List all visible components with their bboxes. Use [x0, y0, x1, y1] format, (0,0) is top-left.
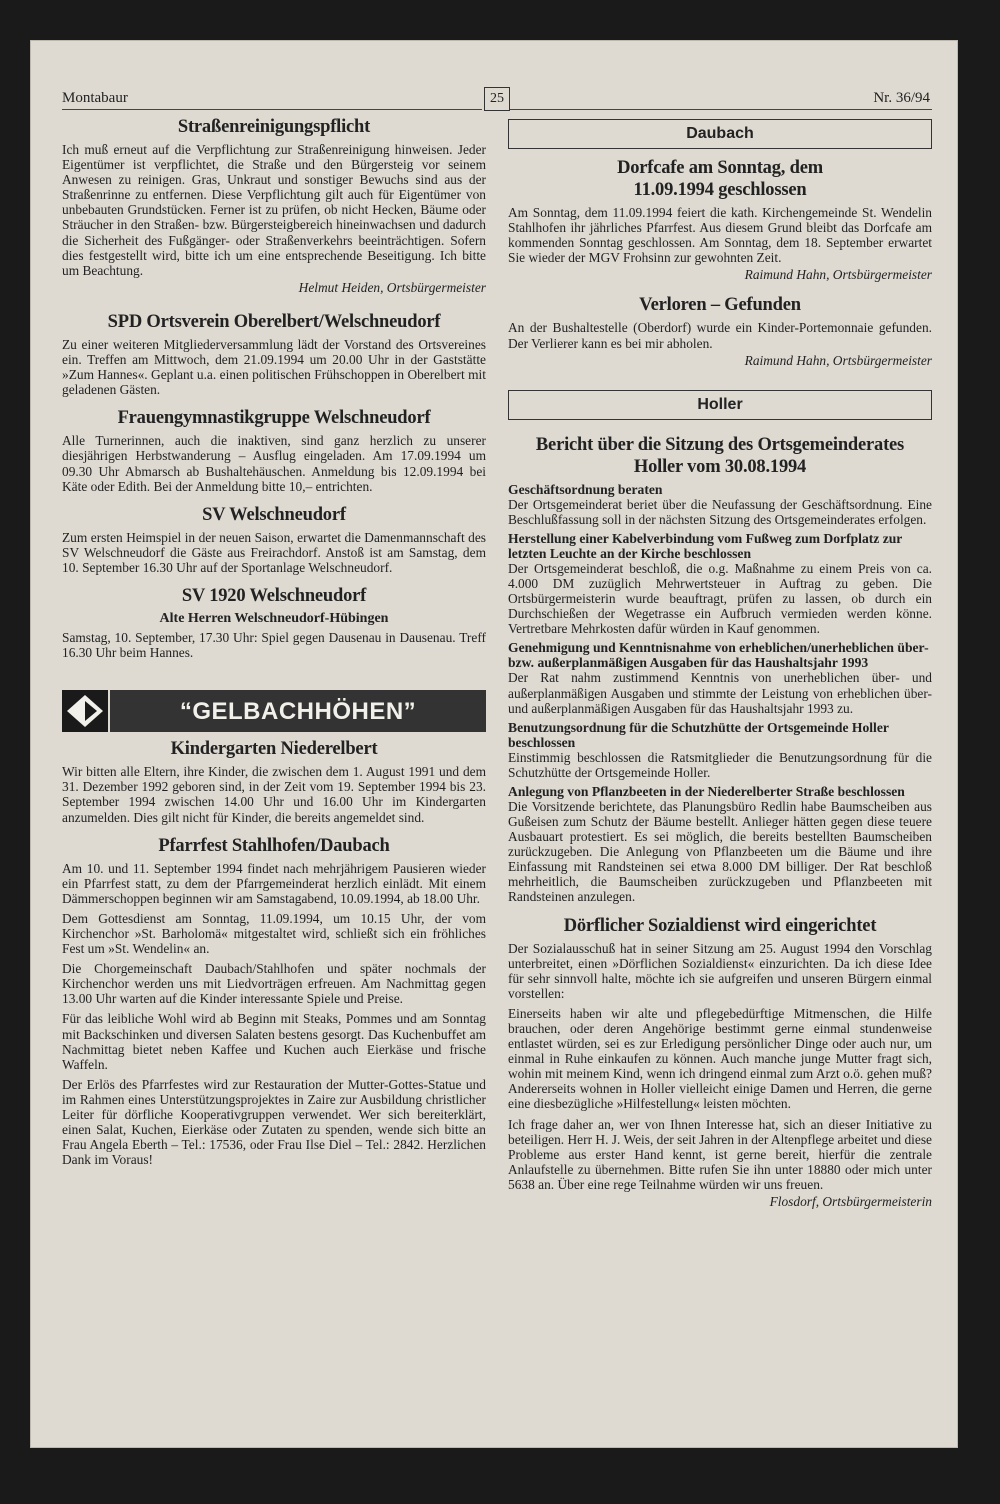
- article-text: Ich frage daher an, wer von Ihnen Interesse hat, sich an dieser Initiative zu beteiligen. Herr H. J. Weis, der seit Jahren in der Altenpflege arbeitet und diese Probleme aus erster Hand kennt, ist gerne bereit, hierfür die zentrale Anlaufstelle zu übernehmen. Bitte rufen Sie ihn unter 18880 oder mich unter 5638 an. Über eine rege Teilnahme würden wir uns freuen.: [508, 1116, 932, 1192]
- article-text: Der Rat nahm zustimmend Kenntnis von unerheblichen über- und außerplanmäßigen Ausgaben und stimmte der Leistung von erheblichen über- und außerplanmäßigen Ausgaben für das Haushaltsjahr 1993 zu.: [508, 670, 932, 716]
- article-text: Samstag, 10. September, 17.30 Uhr: Spiel gegen Dausenau in Dausenau. Treff 16.30 Uhr beim Hannes.: [62, 630, 486, 661]
- right-column: [508, 114, 932, 1209]
- article-signature: Flosdorf, Ortsbürgermeisterin: [769, 1194, 932, 1210]
- article-signature: Helmut Heiden, Ortsbürgermeister: [298, 279, 486, 295]
- section-subheading: Geschäftsordnung beraten: [508, 481, 663, 497]
- article-text: Ich muß erneut auf die Verpflichtung zur Straßenreinigung hinweisen. Jeder Eigentümer ist verpflichtet, die Straße und den Bürgersteig vor seinem Anwesen zu reinigen. Gras, Unkraut und sonstiger Bewuchs sind aus der Straßenrinne zu entfernen. Diese Verpflichtung gilt auch für Eigentümer von unbebauten Grundstücken. Ferner ist zu prüfen, ob nicht Hecken, Bäume oder Sträucher in den Straßen- bzw. Bürgersteigbereich hineinwachsen und dadurch die Sicherheit des Fußgänger- oder Straßenverkehrs beeinträchtigen. Sofern dies festgestellt wird, bitte ich um eine entsprechende Beseitigung. Ich bitte um Beachtung.: [62, 142, 486, 278]
- article-title: Dörflicher Sozialdienst wird eingerichtet: [563, 915, 877, 936]
- article-text: Der Ortsgemeinderat beriet über die Neufassung der Geschäftsordnung. Eine Beschlußfassung soll in der nächsten Sitzung des Ortsgemeinderates erfolgen.: [508, 496, 932, 527]
- article-title: Kindergarten Niederelbert: [170, 739, 378, 760]
- article-title: SV Welschneudorf: [202, 504, 346, 525]
- article-text: Wir bitten alle Eltern, ihre Kinder, die zwischen dem 1. August 1991 und dem 31. Dezember 1992 geboren sind, in der Zeit vom 19. September 1994 bis 23. September 1994 zwischen 14.00 Uhr und 16.00 Uhr im Kindergarten anzumelden. Dies gilt nicht für Kinder, die bereits angemeldet sind.: [62, 764, 486, 825]
- article-text: Dem Gottesdienst am Sonntag, 11.09.1994, um 10.15 Uhr, der vom Kirchenchor »St. Barholomä« mitgestaltet wird, schließt sich ein fröhliches Fest um »St. Wendelin« an.: [62, 910, 486, 957]
- article-subtitle: Alte Herren Welschneudorf-Hübingen: [159, 610, 389, 626]
- section-banner: [62, 690, 486, 732]
- article-signature: Raimund Hahn, Ortsbürgermeister: [744, 352, 932, 368]
- article-title: Dorfcafe am Sonntag, dem 11.09.1994 geschlossen: [617, 158, 823, 200]
- left-column: [62, 114, 486, 1167]
- article-text: Zu einer weiteren Mitgliederversammlung lädt der Vorstand des Ortsvereines ein. Treffen am Mittwoch, dem 21.09.1994 um 20.00 Uhr in der Gaststätte »Zum Hannes«. Geplant u.a. einen politischen Frühschoppen in Oberelbert mit geladenen Gästen.: [62, 336, 486, 398]
- article-text: Am Sonntag, dem 11.09.1994 feiert die kath. Kirchengemeinde St. Wendelin Stahlhofen ihr jährliches Pfarrfest. Aus diesem Grund bleibt das Dorfcafe am kommenden Sonntag geschlossen. Am Sonntag, dem 18. September erwartet Sie wieder der MGV Frohsinn zur gewohnten Zeit.: [508, 205, 932, 266]
- article-title: SPD Ortsverein Oberelbert/Welschneudorf: [107, 311, 441, 332]
- article-title: Straßenreinigungspflicht: [177, 117, 371, 137]
- article-text: An der Bushaltestelle (Oberdorf) wurde ein Kinder-Portemonnaie gefunden. Der Verlierer kann es bei mir abholen.: [508, 320, 932, 351]
- article-title: Frauengymnastikgruppe Welschneudorf: [117, 408, 431, 429]
- article-text: Die Chorgemeinschaft Daubach/Stahlhofen und später nochmals der Kirchenchor werden uns mit Liedvorträgen erfreuen. Am Nachmittag gegen 13.00 Uhr warten auf die Kinder interessante Spiele und Preise.: [62, 961, 486, 1007]
- section-subheading: Benutzungsordnung für die Schutzhütte der Ortsgemeinde Holler beschlossen: [508, 719, 889, 750]
- article-text: Für das leibliche Wohl wird ab Beginn mit Steaks, Pommes und am Sonntag mit Backschinken und diversen Salaten bestens gesorgt. Das Kuchenbuffet am Nachmittag bietet neben Kaffee und Kuchen auch Eierkäse und frische Waffeln.: [62, 1011, 486, 1072]
- header-rule-left: [62, 109, 482, 110]
- town-heading-holler: Holler: [508, 390, 932, 420]
- header-issue: Nr. 36/94: [873, 90, 930, 106]
- gelbachhoehen-logo-icon: [62, 690, 108, 732]
- article-title: Bericht über die Sitzung des Ortsgemeinderates Holler vom 30.08.1994: [535, 434, 905, 477]
- section-subheading: Anlegung von Pflanzbeeten in der Niederelberter Straße beschlossen: [508, 783, 905, 799]
- article-text: Am 10. und 11. September 1994 findet nach mehrjährigem Pausieren wieder ein Pfarrfest statt, zu dem der Pfarrgemeinderat herzlich einlädt. Mit einem Dämmerschoppen beginnen wir am Samstagabend, 10.09.1994, ab 18.00 Uhr.: [62, 860, 486, 906]
- banner-title: “GELBACHHÖHEN”: [110, 690, 486, 732]
- article-text: Der Ortsgemeinderat beschloß, die o.g. Maßnahme zu einem Preis von ca. 4.000 DM zuzüglich Mehrwertsteuer in Auftrag zu geben. Die Ortsbürgermeisterin wurde beauftragt, prüfen zu lassen, ob durch ein Durchschießen der Wegetrasse ein Aufbruch vermieden werden könne. Vertretbare Mehrkosten dafür würden in Kauf genommen.: [508, 560, 932, 637]
- article-text: Einerseits haben wir alte und pflegebedürftige Mitmenschen, die Hilfe brauchen, oder deren Angehörige bestimmt gerne einmal stundenweise entlastet würden, sei es zur Erledigung persönlicher Dinge oder auch nur, um einmal in Ruhe einkaufen zu können. Auch manche junge Mutter fragt sich, wohin mit meinem Kind, wenn ich dringend einmal zum Arzt o.ö. gehen muß? Andererseits wohnen in Holler vielleicht einige Damen und Herren, die gerne eine diesbezügliche »Hilfestellung« leisten möchten.: [508, 1005, 932, 1112]
- article-text: Alle Turnerinnen, auch die inaktiven, sind ganz herzlich zu unserer diesjährigen Herbstwanderung – Ausflug eingeladen. Am 17.09.1994 um 09.30 Uhr Abmarsch ab Bushaltehäuschen. Anmeldung bis 12.09.1994 bei Käte oder Edith. Bei der Anmeldung bitte 10,– entrichten.: [62, 433, 486, 494]
- article-title: Verloren – Gefunden: [639, 295, 801, 316]
- header-rule-right: [510, 109, 932, 110]
- page-number: 25: [484, 87, 510, 111]
- article-signature: Raimund Hahn, Ortsbürgermeister: [744, 267, 932, 283]
- article-text: Zum ersten Heimspiel in der neuen Saison, erwartet die Damenmannschaft des SV Welschneudorf die Gäste aus Freirachdorf. Anstoß ist am Samstag, dem 10. September 16.30 Uhr auf der Sportanlage Welschneudorf.: [62, 529, 486, 575]
- article-title: Pfarrfest Stahlhofen/Daubach: [158, 835, 390, 856]
- article-text: Die Vorsitzende berichtete, das Planungsbüro Redlin habe Baumscheiben aus Gußeisen zum Schutz der Bäume bestellt. Anlieger hätten gegen diese teuere Ausbauart protestiert. Es sei möglich, die bereits bestellten Baumscheiben zurückzugeben. Die Anlegung von Pflanzbeeten um die Bäume und ihre Einfassung mit Randsteinen sei etwa 8.000 DM billiger. Der Rat beschloß mehrheitlich, die Baumscheiben zurückzugeben und Pflanzbeeten mit Randsteinen anzulegen.: [508, 798, 932, 905]
- header-town: Montabaur: [62, 90, 128, 106]
- section-subheading: Herstellung einer Kabelverbindung vom Fußweg zum Dorfplatz zur letzten Leuchte an der Kirche beschlossen: [508, 530, 903, 561]
- town-heading-daubach: Daubach: [508, 119, 932, 149]
- article-text: Der Erlös des Pfarrfestes wird zur Restauration der Mutter-Gottes-Statue und im Rahmen eines Unterstützungsprojektes in Zaire zur Ausbildung christlicher Leiter für dörfliche Kooperativgruppen verwendet. Wer sich bereiterklärt, einen Salat, Kuchen, Eierkäse oder Zutaten zu spenden, wende sich bitte an Frau Angela Eberth – Tel.: 17536, oder Frau Ilse Diel – Tel.: 2842. Herzlichen Dank im Voraus!: [62, 1076, 486, 1168]
- article-text: Einstimmig beschlossen die Ratsmitglieder die Benutzungsordnung für die Schutzhütte der Ortsgemeinde Holler.: [508, 749, 932, 780]
- article-title: SV 1920 Welschneudorf: [181, 585, 367, 606]
- section-subheading: Genehmigung und Kenntnisnahme von erheblichen/unerheblichen über- bzw. außerplanmäßigen Ausgaben für das Haushaltsjahr 1993: [508, 640, 929, 671]
- article-text: Der Sozialausschuß hat in seiner Sitzung am 25. August 1994 den Vorschlag unterbreitet, einen »Dörflichen Sozialdienst« einzurichten. Da ich diese Idee für sehr sinnvoll halte, möchte ich sie aufgreifen und unseren Bürgern einmal vorstellen:: [508, 940, 932, 1001]
